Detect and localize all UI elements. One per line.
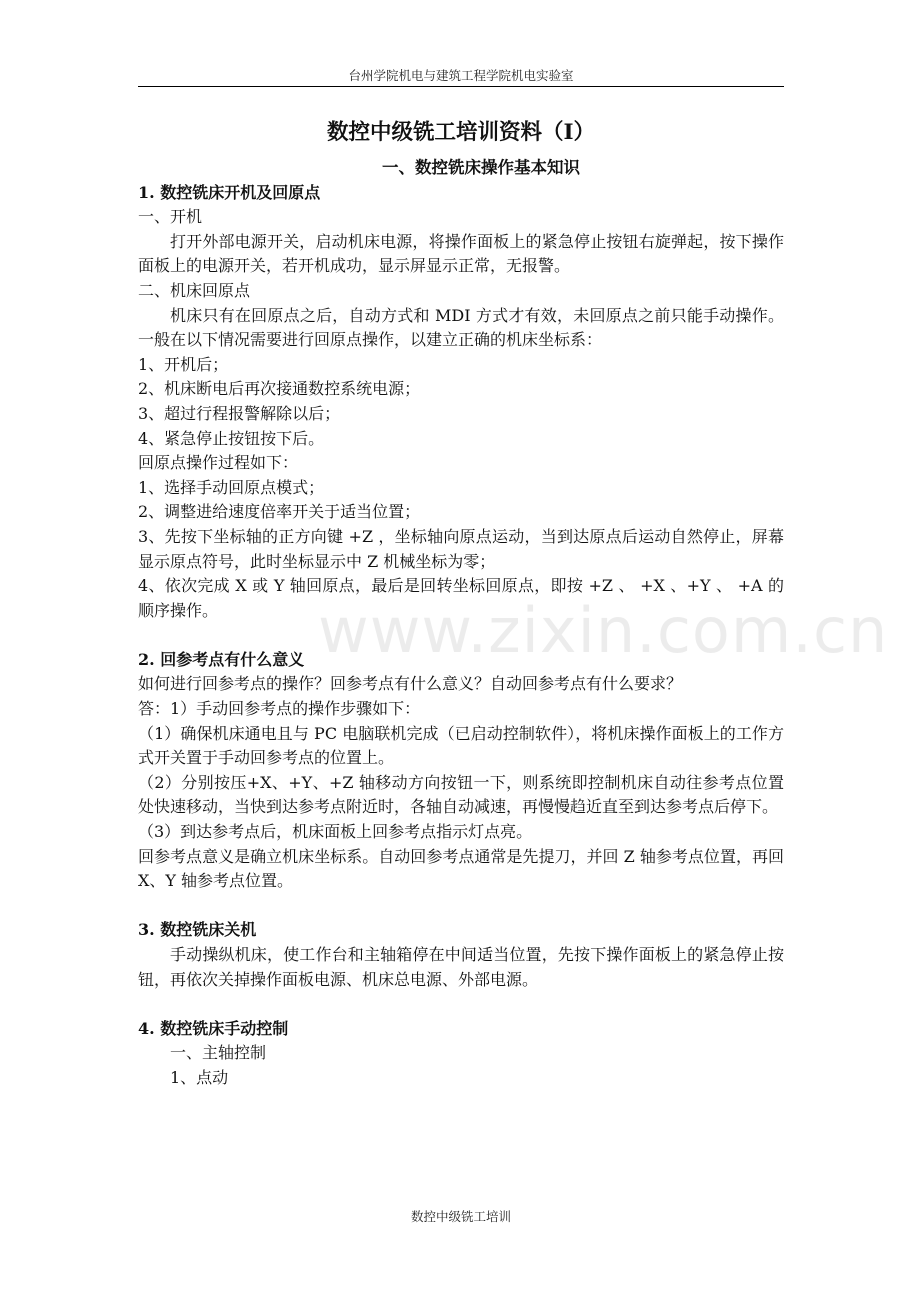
- list-item: 2、机床断电后再次接通数控系统电源；: [138, 379, 421, 399]
- list-item: 3、超过行程报警解除以后；: [138, 403, 341, 423]
- section-heading-3: 3. 数控铣床关机: [138, 920, 257, 940]
- watermark: www.zixin.com.cn: [318, 594, 889, 667]
- document-title: 数控中级铣工培训资料（Ⅰ）: [326, 120, 596, 145]
- paragraph: 打开外部电源开关，启动机床电源，将操作面板上的紧急停止按钮右旋弹起，按下操作面板上的电源开关，若开机成功，显示屏显示正常，无报警。: [138, 231, 784, 276]
- paragraph: 机床只有在回原点之后，自动方式和 MDI 方式才有效，未回原点之前只能手动操作。一般在以下情况需要进行回原点操作，以建立正确的机床坐标系：: [138, 305, 784, 350]
- list-item: 3、先按下坐标轴的正方向键 +Z ，坐标轴向原点运动，当到达原点后运动自然停止，屏幕显示原点符号，此时坐标显示中 Z 机械坐标为零；: [138, 526, 784, 571]
- paragraph: 一、开机: [138, 207, 203, 227]
- blank-line: [138, 894, 784, 919]
- paragraph: 回参考点意义是确立机床坐标系。自动回参考点通常是先提刀，并回 Z 轴参考点位置，再回 X、Y 轴参考点位置。: [138, 846, 784, 891]
- page-footer: 数控中级铣工培训: [410, 1209, 511, 1224]
- paragraph: 手动操纵机床，使工作台和主轴箱停在中间适当位置，先按下操作面板上的紧急停止按钮，再依次关掉操作面板电源、机床总电源、外部电源。: [138, 945, 784, 989]
- paragraph: 一、主轴控制: [170, 1043, 267, 1063]
- blank-line: [138, 623, 784, 648]
- chapter-title: 一、数控铣床操作基本知识: [382, 158, 580, 177]
- list-item: （1）确保机床通电且与 PC 电脑联机完成（已启动控制软件），将机床操作面板上的工作方式开关置于手动回参考点的位置上。: [138, 723, 784, 768]
- paragraph: 1、点动: [170, 1067, 229, 1087]
- paragraph: 答：1）手动回参考点的操作步骤如下：: [138, 699, 421, 719]
- list-item: 4、紧急停止按钮按下后。: [138, 428, 325, 448]
- paragraph: 回原点操作过程如下：: [138, 453, 299, 473]
- section-heading-4: 4. 数控铣床手动控制: [138, 1018, 289, 1038]
- list-item: （2）分别按压+X、+Y、+Z 轴移动方向按钮一下，则系统即控制机床自动往参考点位置处快速移动，当快到达参考点附近时，各轴自动减速，再慢慢趋近直至到达参考点后停下。: [138, 772, 784, 817]
- paragraph: 二、机床回原点: [138, 280, 251, 300]
- list-item: 1、开机后；: [138, 354, 229, 374]
- page-header: 台州学院机电与建筑工程学院机电实验室: [348, 68, 574, 83]
- list-item: （3）到达参考点后，机床面板上回参考点指示灯点亮。: [138, 822, 533, 842]
- document-body: [138, 116, 784, 1091]
- list-item: 2、调整进给速度倍率开关于适当位置；: [138, 502, 421, 522]
- paragraph: 如何进行回参考点的操作？回参考点有什么意义？自动回参考点有什么要求？: [138, 674, 683, 694]
- section-heading-2: 2. 回参考点有什么意义: [138, 649, 305, 669]
- blank-line: [138, 992, 784, 1017]
- list-item: 4、依次完成 X 或 Y 轴回原点，最后是回转坐标回原点，即按 +Z 、 +X 、+Y 、 +A 的顺序操作。: [138, 576, 784, 620]
- section-heading-1: 1. 数控铣床开机及回原点: [138, 182, 321, 202]
- header-rule: [138, 86, 784, 87]
- list-item: 1、选择手动回原点模式；: [138, 477, 325, 497]
